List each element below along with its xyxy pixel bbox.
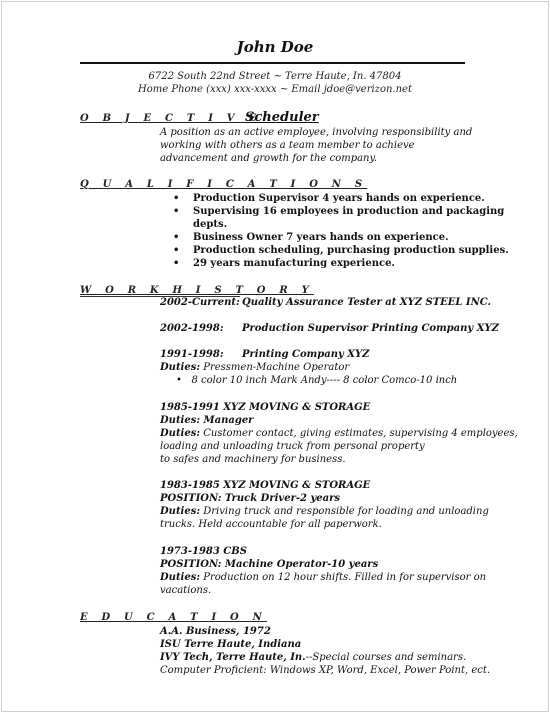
address: 6722 South 22nd Street ~ Terre Haute, In. 47804 (148, 71, 402, 82)
job-duties: Duties: Production on 12 hour shifts. Filled in for supervisor on (160, 572, 487, 583)
objective-heading: O B J E C T I V E (80, 113, 262, 124)
job-duties: Duties: Pressmen-Machine Operator (160, 362, 350, 373)
job-header: 1985-1991 XYZ MOVING & STORAGE (160, 402, 371, 413)
job-duties-cont: to safes and machinery for business. (160, 454, 346, 465)
job-entry: 1991-1998: Printing Company XYZ (160, 349, 370, 360)
computer-skills: Computer Proficient: Windows XP, Word, Excel, Power Point, ect. (160, 665, 491, 676)
job-role: POSITION: Truck Driver-2 years (160, 493, 340, 504)
education-school: ISU Terre Haute, Indiana (160, 639, 302, 650)
job-duties-cont: loading and unloading truck from personal property (160, 441, 425, 452)
job-duties: Duties: Driving truck and responsible for loading and unloading (160, 506, 489, 517)
work-history-heading: W O R K H I S T O R Y (80, 285, 314, 296)
job-duties: Duties: Customer contact, giving estimates, supervising 4 employees, (160, 428, 518, 439)
job-role: Duties: Manager (160, 415, 254, 426)
job-title: Scheduler (245, 110, 319, 125)
job-header: 1973-1983 CBS (160, 546, 247, 557)
job-duty-bullet: • 8 color 10 inch Mark Andy---- 8 color Comco-10 inch (176, 375, 458, 386)
candidate-name: John Doe (236, 38, 314, 56)
job-duties-cont: trucks. Held accountable for all paperwork. (160, 519, 382, 530)
job-entry: 2002-1998: Production Supervisor Printing Company XYZ (160, 323, 499, 334)
education-courses: IVY Tech, Terre Haute, In.--Special courses and seminars. (160, 652, 467, 663)
phone-email: Home Phone (xxx) xxx-xxxx ~ Email jdoe@verizon.net (138, 84, 412, 95)
education-degree: A.A. Business, 1972 (160, 626, 271, 637)
objective-text: A position as an active employee, involving responsibility and working with others as a team member to achieve advancement and growth for the company. (160, 127, 473, 164)
job-role: POSITION: Machine Operator-10 years (160, 559, 379, 570)
job-header: 1983-1985 XYZ MOVING & STORAGE (160, 480, 371, 491)
header-rule (80, 62, 465, 64)
qualifications-heading: Q U A L I F I C A T I O N S (80, 179, 368, 190)
education-heading: E D U C A T I O N (80, 612, 267, 623)
job-duties-cont: vacations. (160, 585, 212, 596)
job-entry: 2002-Current: Quality Assurance Tester at XYZ STEEL INC. (160, 297, 491, 308)
